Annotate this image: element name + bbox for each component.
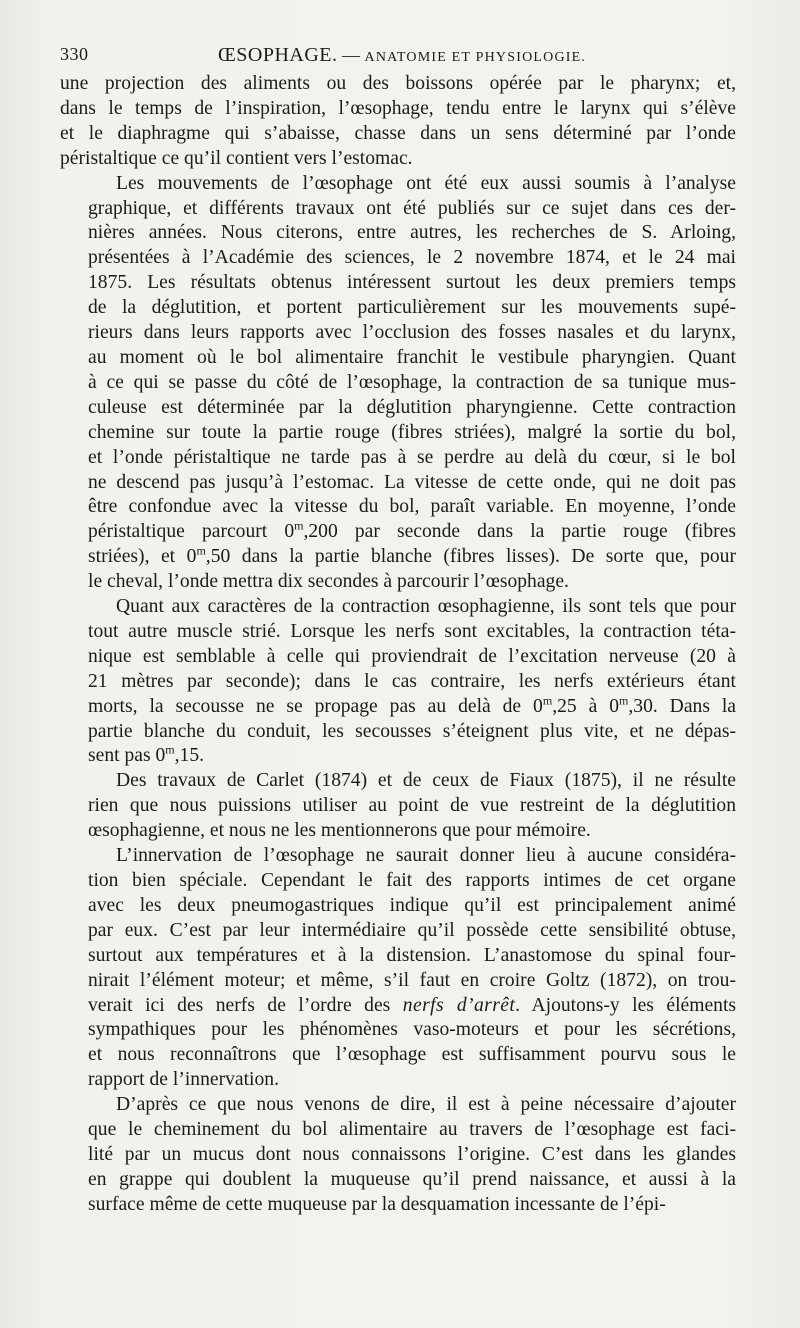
text-line [60,520,736,545]
text-line [60,1068,736,1093]
text-line [60,545,736,570]
text-line [60,794,736,819]
paragraph [60,844,736,1093]
text-line-content: par eux. C’est par leur intermédiaire qu’il possède cette sensibilité obtuse, [88,919,736,941]
text-line-content: et le diaphragme qui s’abaisse, chasse dans un sens déterminé par l’onde [60,122,736,144]
text-line [60,1168,736,1193]
text-line-content: D’après ce que nous venons de dire, il est à peine nécessaire d’ajouter [116,1094,736,1116]
text-line [60,819,736,844]
text-line-content: tion bien spéciale. Cependant le fait des rapports intimes de cet organe [88,870,736,891]
paragraph [60,1093,736,1218]
text-line-content: rieurs dans leurs rapports avec l’occlusion des fosses nasales et du larynx, [88,322,736,344]
running-title-dash: — [337,45,365,65]
text-line-content: avec les deux pneumogastriques indique qu’il est principalement animé [88,894,736,916]
text-line-content: striées), et 0$^m$,50 dans la partie blanche (fibres lisses). De sorte que, pour [88,543,736,568]
text-line [60,994,736,1019]
text-line-content: et l’onde péristaltique ne tarde pas à se perdre au delà du cœur, si le bol [88,446,736,468]
text-line-content: être confondue avec la vitesse du bol, paraît variable. En moyenne, l’onde [88,496,736,518]
text-line-content: lité par un mucus dont nous connaissons l’origine. C’est dans les glandes [88,1143,736,1165]
running-title-main: ŒSOPHAGE. [218,44,338,66]
text-line [60,695,736,720]
text-line [60,197,736,222]
text-line-content: dans le temps de l’inspiration, l’œsophage, tendu entre le larynx qui s’élève [60,97,736,119]
text-line-content: Les mouvements de l’œsophage ont été eux aussi soumis à l’analyse [116,172,736,194]
text-line [60,396,736,421]
text-line-content: surtout aux températures et à la distension. L’anastomose du spinal four- [88,944,736,966]
text-line [60,421,736,446]
paragraph [60,72,736,172]
text-line [60,919,736,944]
text-line-content: verait ici des nerfs de l’ordre des nerfs d’arrêt. Ajoutons-y les éléments [88,994,737,1016]
text-line-content: sent pas 0$^m$,15. [88,742,205,767]
text-line [60,620,736,645]
text-line [60,246,736,271]
text-line-content: 1875. Les résultats obtenus intéressent surtout les deux premiers temps [88,272,736,294]
text-line-content: présentées à l’Académie des sciences, le 2 novembre 1874, et le 24 mai [88,247,736,269]
text-line [60,1143,736,1168]
text-line-content: et nous reconnaîtrons que l’œsophage est suffisamment pourvu sous le [88,1044,736,1066]
text-line-content: Quant aux caractères de la contraction œsophagienne, ils sont tels que pour [116,596,736,618]
text-line [60,1118,736,1143]
text-line [60,97,736,122]
text-line-content: graphique, et différents travaux ont été publiés sur ce sujet dans ces der- [88,197,736,219]
text-line [60,969,736,994]
text-line [60,271,736,296]
text-line [60,670,736,695]
paragraph [60,769,736,844]
text-line [60,595,736,620]
text-line [60,172,736,197]
text-line [60,321,736,346]
text-line-content: nique est semblable à celle qui proviendrait de l’excitation nerveuse (20 à [88,645,736,667]
text-line-content: que le cheminement du bol alimentaire au travers de l’œsophage est faci- [88,1119,736,1141]
text-line [60,1043,736,1068]
text-line [60,371,736,396]
running-header [60,44,740,68]
text-line-content: morts, la secousse ne se propage pas au delà de 0$^m$,25 à 0$^m$,30. Dans la [88,693,736,717]
text-line [60,346,736,371]
running-title-sub: ANATOMIE ET PHYSIOLOGIE. [364,50,587,65]
text-line-content: culeuse est déterminée par la déglutition pharyngienne. Cette contraction [88,396,736,418]
text-line [60,471,736,496]
text-line-content: une projection des aliments ou des boissons opérée par le pharynx; et, [60,73,736,94]
text-line [60,147,736,172]
text-line-content: en grappe qui doublent la muqueuse qu’il prend naissance, et aussi à la [88,1168,736,1190]
text-line [60,645,736,670]
text-line-content: péristaltique parcourt 0$^m$,200 par seconde dans la partie rouge (fibres [88,518,736,543]
text-line [60,296,736,321]
text-line-content: au moment où le bol alimentaire franchit le vestibule pharyngien. Quant [88,346,736,368]
text-line [60,221,736,246]
text-line-content: ne descend pas jusqu’à l’estomac. La vitesse de cette onde, qui ne doit pas [88,471,736,493]
text-line-content: nirait l’élément moteur; et même, s’il faut en croire Goltz (1872), on trou- [88,969,736,991]
text-line [60,720,736,745]
text-line [60,72,736,97]
text-line-content: partie blanche du conduit, les secousses s’éteignent plus vite, et ne dépas- [88,720,736,742]
text-line [60,744,736,769]
text-line-content: rien que nous puissions utiliser au point de vue restreint de la déglutition [88,795,736,817]
running-title [218,44,586,67]
text-line [60,869,736,894]
text-line-content: œsophagienne, et nous ne les mentionnerons que pour mémoire. [88,820,591,842]
text-line-content: chemine sur toute la partie rouge (fibres striées), malgré la sortie du bol, [88,421,736,443]
text-line-content: nières années. Nous citerons, entre autres, les recherches de S. Arloing, [88,222,736,244]
text-line-content: à ce qui se passe du côté de l’œsophage, la contraction de sa tunique mus- [88,371,736,393]
text-line-content: péristaltique ce qu’il contient vers l’estomac. [60,147,413,169]
text-line-content: tout autre muscle strié. Lorsque les nerfs sont excitables, la contraction téta- [88,620,736,642]
text-line [60,122,736,147]
text-line-content: surface même de cette muqueuse par la desquamation incessante de l’épi- [88,1193,666,1215]
text-line [60,495,736,520]
text-line [60,1193,736,1218]
text-line [60,1093,736,1118]
text-line [60,894,736,919]
paragraph [60,172,736,595]
text-line [60,769,736,794]
text-line-content: sympathiques pour les phénomènes vaso-moteurs et pour les sécrétions, [88,1019,736,1041]
page-number: 330 [60,44,89,64]
text-line-content: de la déglutition, et portent particulièrement sur les mouvements supé- [88,297,736,319]
text-line [60,844,736,869]
text-line [60,944,736,969]
text-line-content: L’innervation de l’œsophage ne saurait donner lieu à aucune considéra- [116,845,736,867]
paragraph [60,595,736,769]
text-line-content: Des travaux de Carlet (1874) et de ceux de Fiaux (1875), il ne résulte [116,770,736,792]
text-line [60,570,736,595]
text-line [60,446,736,471]
text-line-content: le cheval, l’onde mettra dix secondes à parcourir l’œsophage. [88,571,569,593]
text-line-content: 21 mètres par seconde); dans le cas contraire, les nerfs extérieurs étant [88,670,736,692]
text-line-content: rapport de l’innervation. [88,1069,279,1091]
body-text [60,72,736,1218]
text-line [60,1018,736,1043]
